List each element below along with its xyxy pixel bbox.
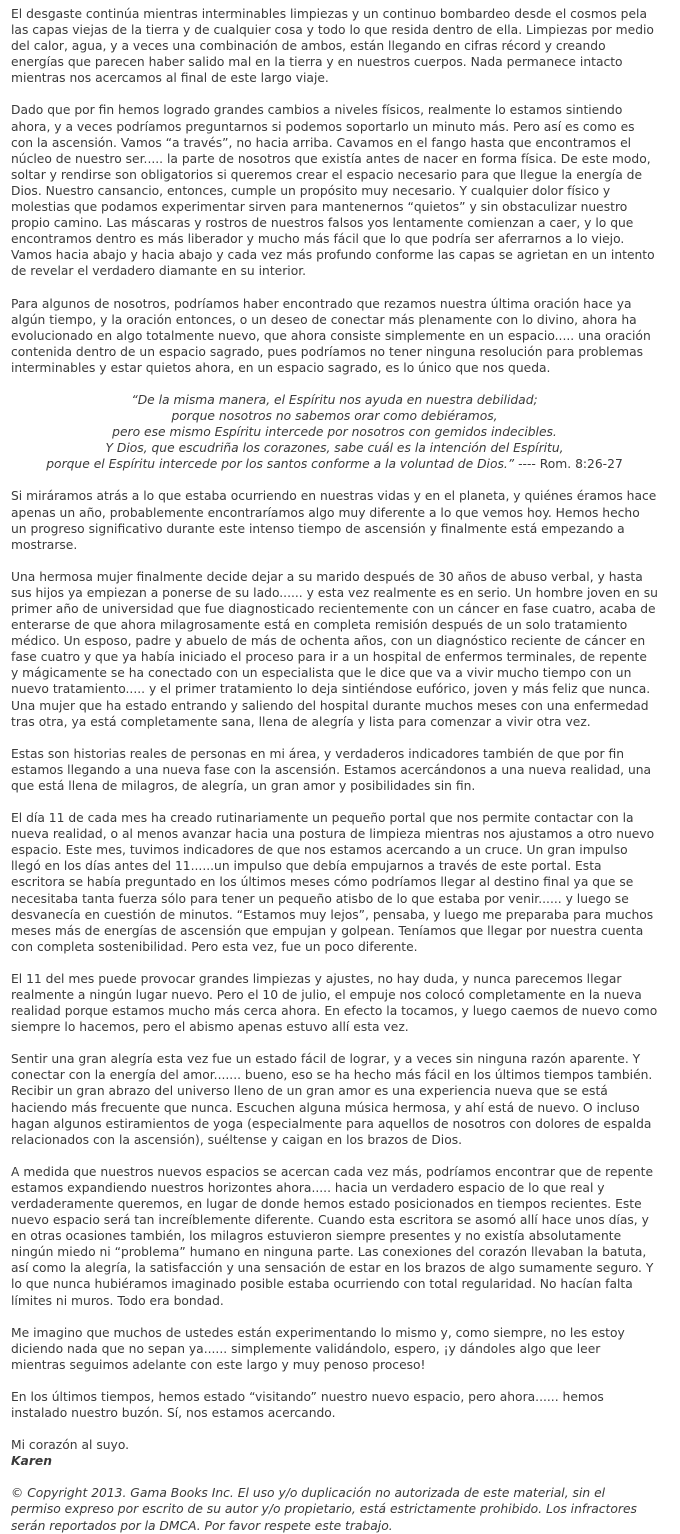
paragraph-9: Sentir una gran alegría esta vez fue un estado fácil de lograr, y a veces sin ninguna razón aparente. Y conectar con la energía del amor....... bueno, eso se ha hecho más fácil en los últimos tiempos también. Recibir un gran abrazo del universo lleno de un gran amor es una experiencia nueva que se está haciendo más frecuente que nunca. Escuchen alguna música hermosa, y ahí está de nuevo. O incluso hagan algunos estiramientos de yoga (especialmente para aquellos de nosotros con dolores de espalda relacionados con la ascensión), suéltense y caigan en los brazos de Dios.	[11, 1052, 653, 1147]
paragraph-4: Si miráramos atrás a lo que estaba ocurriendo en nuestras vidas y en el planeta, y quiénes éramos hace apenas un año, probablemente encontraríamos algo muy diferente a lo que vemos hoy. Hemos hecho un progreso significativo durante este intenso tiempo de ascensión y finalmente está empezando a mostrarse.	[11, 489, 657, 552]
paragraph-5: Una hermosa mujer finalmente decide dejar a su marido después de 30 años de abuso verbal, y hasta sus hijos ya empiezan a ponerse de su lado...... y esta vez realmente es en serio. Un hombre joven en su primer año de universidad que fue diagnosticado recientemente con un cáncer en fase cuatro, acaba de enterarse de que ahora milagrosamente está en completa remisión después de un solo tratamiento médico. Un esposo, padre y abuelo de más de ochenta años, con un diagnóstico reciente de cáncer en fase cuatro y que ya había iniciado el proceso para ir a un hospital de enfermos terminales, de repente y mágicamente se ha conectado con un especialista que le dice que va a vivir mucho tiempo con un nuevo tratamiento..... y el primer tratamiento lo deja sintiéndose eufórico, joven y más feliz que nunca. Una mujer que ha estado entrando y saliendo del hospital durante muchos meses con una enfermedad tras otra, ya está completamente sana, llena de alegría y lista para comenzar a vivir otra vez.	[11, 569, 658, 729]
author-name: Karen	[11, 1454, 52, 1469]
quote-line-text: porque el Espíritu intercede por los santos conforme a la voluntad de Dios.”	[46, 457, 515, 472]
copyright-notice: © Copyright 2013. Gama Books Inc. El uso y/o duplicación no autorizada de este material, sin el permiso expreso por escrito de su autor y/o propietario, está estrictamente prohibido. Los infractores serán reportados por la DMCA. Por favor respete este trabajo.	[11, 1486, 637, 1533]
quote-line: Y Dios, que escudriña los corazones, sabe cuál es la intención del Espíritu,	[105, 441, 564, 456]
quote-line: “De la misma manera, el Espíritu nos ayuda en nuestra debilidad;	[131, 392, 538, 407]
quote-line: porque nosotros no sabemos orar como debiéramos,	[171, 409, 498, 424]
signature	[11, 1437, 658, 1469]
quote-line-last	[11, 456, 658, 472]
paragraph-2: Dado que por fin hemos logrado grandes cambios a niveles físicos, realmente lo estamos sintiendo ahora, y a veces podríamos preguntarnos si podemos soportarlo un minuto más. Pero así es como es con la ascensión. Vamos “a través”, no hacia arriba. Cavamos en el fango hasta que encontramos el núcleo de nuestro ser..... la parte de nosotros que existía antes de nacer en forma física. De este modo, soltar y rendirse son obligatorios si queremos crear el espacio necesario para que llegue la energía de Dios. Nuestro cansancio, entonces, cumple un propósito muy necesario. Y cualquier dolor físico y molestias que podamos experimentar sirven para mantenernos “quietos” y sin obstaculizar nuestro propio camino. Las máscaras y rostros de nuestros falsos yos lentamente comienzan a caer, y lo que encontramos dentro es más liberador y mucho más fácil que lo que podría ser aferrarnos a lo viejo. Vamos hacia abajo y hacia abajo y cada vez más profundo conforme las capas se agrietan en un intento de revelar el verdadero diamante en su interior.	[11, 103, 655, 279]
quote-line: pero ese mismo Espíritu intercede por nosotros con gemidos indecibles.	[112, 425, 557, 440]
closing-line: Mi corazón al suyo.	[11, 1438, 130, 1453]
paragraph-8: El 11 del mes puede provocar grandes limpiezas y ajustes, no hay duda, y nunca parecemos llegar realmente a ningún lugar nuevo. Pero el 10 de julio, el empuje nos colocó completamente en la nueva realidad porque estamos mucho más cerca ahora. En efecto la tocamos, y luego caemos de nuevo como siempre lo hacemos, pero el abismo apenas estuvo allí esta vez.	[11, 971, 658, 1035]
quote-reference: ---- Rom. 8:26-27	[514, 457, 623, 472]
scripture-quote	[11, 392, 658, 472]
paragraph-10: A medida que nuestros nuevos espacios se acercan cada vez más, podríamos encontrar que de repente estamos expandiendo nuestros horizontes ahora..... hacia un verdadero espacio de lo que real y verdaderamente queremos, en lugar de donde hemos estado posicionados en tiempos recientes. Este nuevo espacio será tan increíblemente diferente. Cuando esta escritora se asomó allí hace unos días, y en otras ocasiones también, los milagros estuvieron siempre presentes y no existía absolutamente ningún miedo ni “problema” humano en ninguna parte. Las conexiones del corazón llevaban la batuta, así como la alegría, la satisfacción y una sensación de estar en los brazos de algo sumamente seguro. Y lo que nunca hubiéramos imaginado posible estaba ocurriendo con total regularidad. No hacían falta límites ni muros. Todo era bondad.	[11, 1164, 654, 1308]
paragraph-6: Estas son historias reales de personas en mi área, y verdaderos indicadores también de que por fin estamos llegando a una nueva fase con la ascensión. Estamos acercándonos a una nueva realidad, una que está llena de milagros, de alegría, un gran amor y posibilidades sin fin.	[11, 746, 652, 793]
paragraph-7: El día 11 de cada mes ha creado rutinariamente un pequeño portal que nos permite contactar con la nueva realidad, o al menos avanzar hacia una postura de limpieza mientras nos ajustamos a otro nuevo espacio. Este mes, tuvimos indicadores de que nos estamos acercando a un cruce. Un gran impulso llegó en los días antes del 11......un impulso que debía empujarnos a través de este portal. Esta escritora se había preguntado en los últimos meses cómo podríamos llegar al destino final ya que se necesitaba tanta fuerza sólo para tener un pequeño atisbo de lo que estaba por venir...... y luego se desvanecía en cuestión de minutos. “Estamos muy lejos”, pensaba, y luego me preparaba para muchos meses más de energías de ascensión que empujan y golpean. Teníamos que llegar por nuestra cuenta con completa sostenibilidad. Pero esta vez, fue un poco diferente.	[11, 811, 655, 954]
paragraph-1: El desgaste continúa mientras interminables limpiezas y un continuo bombardeo desde el cosmos pela las capas viejas de la tierra y de cualquier cosa y todo lo que resida dentro de ella. Limpiezas por medio del calor, agua, y a veces una combinación de ambos, están llegando en cifras récord y creando energías que parecen haber salido mal en la tierra y en nuestros cuerpos. Nada permanece intacto mientras nos acercamos al final de este largo viaje.	[11, 7, 654, 86]
paragraph-3: Para algunos de nosotros, podríamos haber encontrado que rezamos nuestra última oración hace ya algún tiempo, y la oración entonces, o un deseo de conectar más plenamente con lo divino, ahora ha evolucionado en algo totalmente nuevo, que ahora consiste simplemente en un espacio..... una oración contenida dentro de un espacio sagrado, pues podríamos no tener ninguna resolución para problemas interminables y estar quietos ahora, en un espacio sagrado, es lo único que nos queda.	[11, 296, 651, 375]
paragraph-11: Me imagino que muchos de ustedes están experimentando lo mismo y, como siempre, no les estoy diciendo nada que no sepan ya...... simplemente validándolo, espero, ¡y dándoles algo que leer mientras seguimos adelante con este largo y muy penoso proceso!	[11, 1325, 625, 1372]
paragraph-12: En los últimos tiempos, hemos estado “visitando” nuestro nuevo espacio, pero ahora...... hemos instalado nuestro buzón. Sí, nos estamos acercando.	[11, 1389, 604, 1421]
